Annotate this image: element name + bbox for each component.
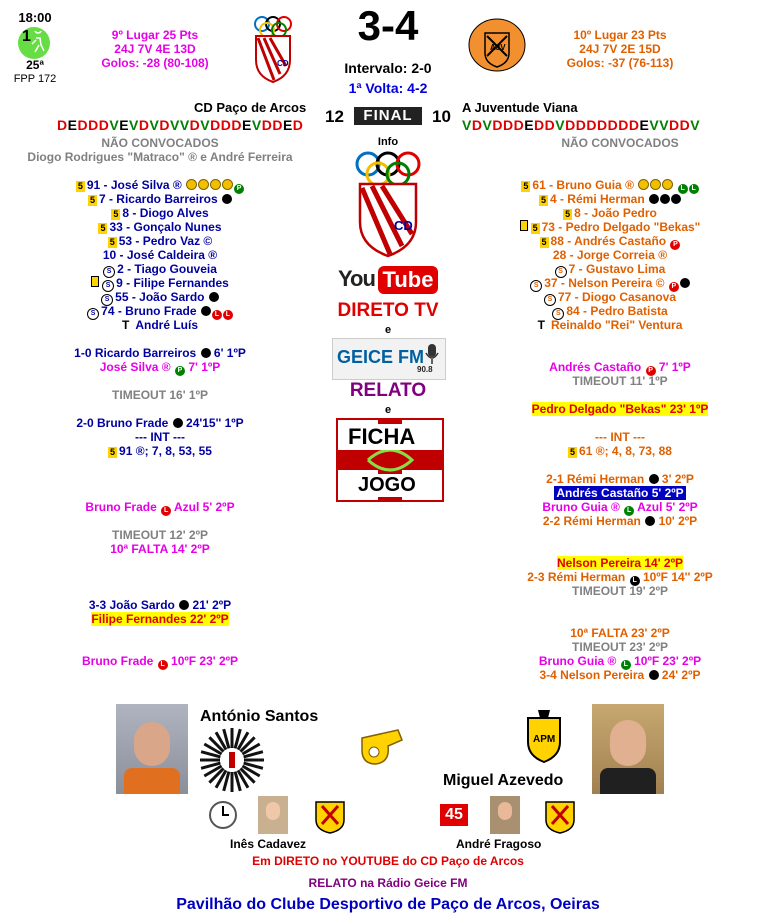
home-yellow-card-event: Filipe Fernandes 22' 2ºP xyxy=(91,612,229,626)
form-result-letter: D xyxy=(159,117,170,133)
away-goals: Golos: -37 (76-113) xyxy=(566,56,674,70)
official-1-name: Inês Cadavez xyxy=(230,837,307,851)
svg-text:APM: APM xyxy=(533,734,556,745)
form-result-letter: D xyxy=(513,117,525,133)
away-club-crest-icon xyxy=(468,18,526,72)
home-player-row: S 55 - João Sardo xyxy=(40,290,280,306)
form-result-letter: D xyxy=(618,117,629,133)
youtube-link[interactable] xyxy=(338,266,438,294)
five-badge-icon: 5 xyxy=(77,181,83,191)
shirt-shape xyxy=(600,768,656,794)
yellow-dot-icon xyxy=(222,179,233,190)
form-result-letter: V xyxy=(169,117,180,133)
jogo-text: JOGO xyxy=(358,474,416,496)
away-timeout-event: TIMEOUT 23' 2ºP xyxy=(572,640,668,654)
goal-ball-icon xyxy=(222,194,232,204)
form-result-letter: E xyxy=(282,117,293,133)
form-result-letter: D xyxy=(220,117,232,133)
away-interval-title: --- INT --- xyxy=(595,430,645,444)
relato-label: RELATO xyxy=(349,380,427,401)
form-result-letter: D xyxy=(575,117,587,133)
form-result-letter: D xyxy=(544,117,556,133)
form-result-letter: V xyxy=(482,117,493,133)
official-association-crest-icon xyxy=(314,796,346,834)
away-player-row: S 7 - Gustavo Lima xyxy=(490,262,730,278)
ficha-jogo-link[interactable] xyxy=(336,418,444,502)
official-association-crest-icon xyxy=(544,796,576,834)
form-result-letter: V xyxy=(649,117,660,133)
referee-photo-1 xyxy=(116,704,188,794)
away-standing: 10º Lugar 23 Pts xyxy=(573,28,667,42)
away-record: 24J 7V 2E 15D xyxy=(579,42,661,56)
form-result-letter: D xyxy=(586,117,597,133)
referee-1-name: António Santos xyxy=(200,708,319,725)
official-photo-1 xyxy=(258,796,288,834)
form-result-letter: D xyxy=(98,117,110,133)
home-foul-event: 10ª FALTA 14' 2ºP xyxy=(110,542,210,556)
first-leg-score: 1ª Volta: 4-2 xyxy=(348,80,428,96)
form-result-letter: D xyxy=(272,117,283,133)
shirt-shape xyxy=(124,768,180,794)
home-player-row: S 9 - Filipe Fernandes xyxy=(40,276,280,292)
away-team-name: A Juventude Viana xyxy=(462,100,578,115)
form-result-letter: V xyxy=(109,117,120,133)
home-interval-title: --- INT --- xyxy=(135,430,185,444)
referee-association-logo-icon xyxy=(198,726,266,794)
away-goal-event: 2-3 Rémi Herman L 10ºF 14'' 2ºP xyxy=(527,570,713,584)
match-time: 18:00 xyxy=(18,10,52,25)
match-status-badge: FINAL xyxy=(354,107,422,125)
home-player-row: 5 33 - Gonçalo Nunes xyxy=(100,220,222,234)
home-goal-event: 3-3 João Sardo 21' 2ºP xyxy=(88,598,232,612)
form-result-letter: D xyxy=(261,117,273,133)
away-player-row: 5 8 - João Pedro xyxy=(565,206,657,220)
apm-association-crest-icon xyxy=(524,708,564,764)
form-result-letter: V xyxy=(129,117,139,133)
official-2-name: André Fragoso xyxy=(456,837,542,851)
form-result-letter: D xyxy=(669,117,680,133)
away-player-row: 5 73 - Pedro Delgado "Bekas" xyxy=(490,220,730,234)
form-result-letter: V xyxy=(149,117,160,133)
form-result-letter: D xyxy=(189,117,201,133)
away-player-row: 5 88 - Andrés Castaño P xyxy=(490,234,730,250)
away-goal-event: 2-1 Rémi Herman 3' 2ºP xyxy=(546,472,694,486)
microphone-icon xyxy=(425,343,439,365)
home-player-row: S 2 - Tiago Gouveia xyxy=(40,262,280,278)
form-result-letter: D xyxy=(628,117,640,133)
home-club-crest-icon xyxy=(250,14,296,84)
player-silhouette-icon xyxy=(29,31,47,55)
yellow-dot-icon xyxy=(210,179,221,190)
away-coach-row: T Reinaldo "Rei" Ventura xyxy=(537,318,683,332)
final-score: 3-4 xyxy=(357,2,419,49)
geice-logo-text: GEICE FM xyxy=(337,347,425,367)
home-player-row: 5 7 - Ricardo Barreiros xyxy=(40,192,280,206)
away-form-count: 10 xyxy=(432,107,451,126)
away-direct-free-hit-event: Bruno Guia ® L 10ºF 23' 2ºP xyxy=(538,654,702,668)
form-result-letter: D xyxy=(57,117,68,133)
away-blue-card-event: Bruno Guia ® L Azul 5' 2ºP xyxy=(542,500,698,514)
away-yellow-card-event: Pedro Delgado "Bekas" 23' 1ºP xyxy=(531,402,709,416)
form-result-letter: V xyxy=(251,117,262,133)
form-result-letter: D xyxy=(138,117,150,133)
and-label: e xyxy=(384,404,392,416)
away-timeout-event: TIMEOUT 11' 1ºP xyxy=(572,374,668,388)
home-standing: 9º Lugar 25 Pts xyxy=(111,28,199,42)
form-result-letter: V xyxy=(555,117,566,133)
home-record: 24J 7V 4E 13D xyxy=(114,42,196,56)
away-not-called-title: NÃO CONVOCADOS xyxy=(561,136,679,150)
geice-frequency: 90.8 xyxy=(417,365,433,374)
form-result-letter: D xyxy=(679,117,691,133)
home-player-row: 5 91 - José Silva ® P xyxy=(40,178,280,194)
form-result-letter: V xyxy=(179,117,190,133)
home-form-count: 12 xyxy=(325,107,344,126)
away-yellow-card-event: Nelson Pereira 14' 2ºP xyxy=(557,556,683,570)
whistle-icon xyxy=(358,724,420,770)
home-penalty-event: José Silva ® P 7' 1ºP xyxy=(99,360,221,374)
form-result-letter: E xyxy=(67,117,78,133)
green-p-icon: P xyxy=(234,184,244,194)
round-number: 1 xyxy=(22,28,31,45)
youtube-you-text: You xyxy=(338,266,375,291)
home-not-called-list: Diogo Rodrigues "Matraco" ® e André Ferreira xyxy=(27,150,293,164)
face-shape xyxy=(134,722,170,766)
home-timeout-event: TIMEOUT 16' 1ºP xyxy=(112,388,208,402)
round-badge xyxy=(18,27,50,59)
home-form-sequence xyxy=(57,117,303,133)
form-result-letter: D xyxy=(231,117,242,133)
away-blue-card-event: Andrés Castaño 5' 2ºP xyxy=(556,486,684,500)
home-coach-row: T André Luís xyxy=(121,318,198,332)
form-result-letter: E xyxy=(639,117,650,133)
svg-text:CD: CD xyxy=(277,59,289,68)
ficha-text: FICHA xyxy=(348,424,416,449)
geice-fm-link[interactable] xyxy=(332,338,446,380)
home-player-row: 10 - José Caldeira ® xyxy=(102,248,218,262)
info-label: Info xyxy=(377,136,399,148)
live-broadcast-note: Em DIRETO no YOUTUBE do CD Paço de Arcos xyxy=(252,854,524,868)
form-result-letter: E xyxy=(119,117,130,133)
form-result-letter: V xyxy=(690,117,701,133)
away-player-row: S 84 - Pedro Batista xyxy=(490,304,730,320)
form-result-letter: D xyxy=(292,117,304,133)
youtube-tube-text: Tube xyxy=(378,266,438,294)
home-goal-event: 1-0 Ricardo Barreiros 6' 1ºP xyxy=(74,346,246,360)
form-result-letter: D xyxy=(210,117,221,133)
sub-circle-icon: S xyxy=(103,266,115,278)
away-timeout-event: TIMEOUT 19' 2ºP xyxy=(572,584,668,598)
away-goal-event: 3-4 Nelson Pereira 24' 2ºP xyxy=(539,668,701,682)
and-label: e xyxy=(384,324,392,336)
form-result-letter: E xyxy=(524,117,535,133)
away-player-row: S 37 - Nelson Pereira © P xyxy=(490,276,730,292)
form-result-letter: D xyxy=(471,117,483,133)
away-penalty-event: Andrés Castaño P 7' 1ºP xyxy=(549,360,691,374)
form-result-letter: D xyxy=(607,117,619,133)
home-goal-event: 2-0 Bruno Frade 24'15'' 1ºP xyxy=(76,416,244,430)
yellow-dot-icon xyxy=(198,179,209,190)
timekeeper-clock-icon xyxy=(208,800,238,830)
form-result-letter: D xyxy=(492,117,503,133)
red-l-icon: L xyxy=(212,310,222,320)
form-result-letter: V xyxy=(200,117,211,133)
referee-2-name: Miguel Azevedo xyxy=(443,772,564,789)
away-foul-event: 10ª FALTA 23' 2ºP xyxy=(570,626,670,640)
away-goal-event: 2-2 Rémi Herman 10' 2ºP xyxy=(542,514,698,528)
away-player-row: 5 61 - Bruno Guia ® L L xyxy=(490,178,730,194)
goalkeeper-icon xyxy=(91,276,99,287)
coach-t-icon: T xyxy=(121,318,130,332)
home-player-row: 5 8 - Diogo Alves xyxy=(113,206,209,220)
form-result-letter: D xyxy=(565,117,576,133)
home-player-row: 5 53 - Pedro Vaz © xyxy=(109,234,213,248)
away-interval-lineup: 5 61 ®; 4, 8, 73, 88 xyxy=(570,444,672,458)
venue-label: Pavilhão do Clube Desportivo de Paço de Arcos, Oeiras xyxy=(176,896,600,913)
official-photo-2 xyxy=(490,796,520,834)
home-direct-free-hit-event: Bruno Frade L 10ºF 23' 2ºP xyxy=(81,654,239,668)
form-result-letter: E xyxy=(242,117,252,133)
home-goals: Golos: -28 (80-108) xyxy=(101,56,209,70)
home-interval-lineup: 5 91 ®; 7, 8, 53, 55 xyxy=(110,444,212,458)
form-result-letter: D xyxy=(88,117,99,133)
home-timeout-event: TIMEOUT 12' 2ºP xyxy=(112,528,208,542)
info-club-crest-link[interactable] xyxy=(350,150,426,260)
away-player-row: 28 - Jorge Correia ® xyxy=(552,248,668,262)
home-team-name: CD Paço de Arcos xyxy=(194,100,307,115)
svg-text:AJV: AJV xyxy=(490,43,506,52)
home-player-row: S 74 - Bruno Frade L L xyxy=(40,304,280,320)
direto-tv-label: DIRETO TV xyxy=(337,300,439,321)
halftime-score: Intervalo: 2-0 xyxy=(344,60,432,76)
away-player-row: S 77 - Diogo Casanova xyxy=(490,290,730,306)
shot-clock-badge: 45 xyxy=(440,804,468,826)
svg-text:CD: CD xyxy=(394,218,413,233)
round-position: 25ª xyxy=(26,58,44,72)
yellow-dot-icon xyxy=(186,179,197,190)
fpp-code: FPP 172 xyxy=(13,73,57,85)
home-not-called-title: NÃO CONVOCADOS xyxy=(101,136,219,150)
goal-ball-icon xyxy=(209,292,219,302)
form-result-letter: D xyxy=(597,117,608,133)
form-result-letter: D xyxy=(502,117,514,133)
radio-note: RELATO na Rádio Geice FM xyxy=(308,876,468,890)
away-player-row: 5 4 - Rémi Herman xyxy=(490,192,730,206)
form-result-letter: V xyxy=(462,117,472,133)
face-shape xyxy=(610,720,646,766)
form-result-letter: D xyxy=(77,117,89,133)
form-result-letter: D xyxy=(534,117,545,133)
form-result-letter: V xyxy=(659,117,670,133)
home-blue-card-event: Bruno Frade L Azul 5' 2ºP xyxy=(85,500,235,514)
referee-photo-2 xyxy=(592,704,664,794)
away-form-sequence xyxy=(462,117,700,133)
